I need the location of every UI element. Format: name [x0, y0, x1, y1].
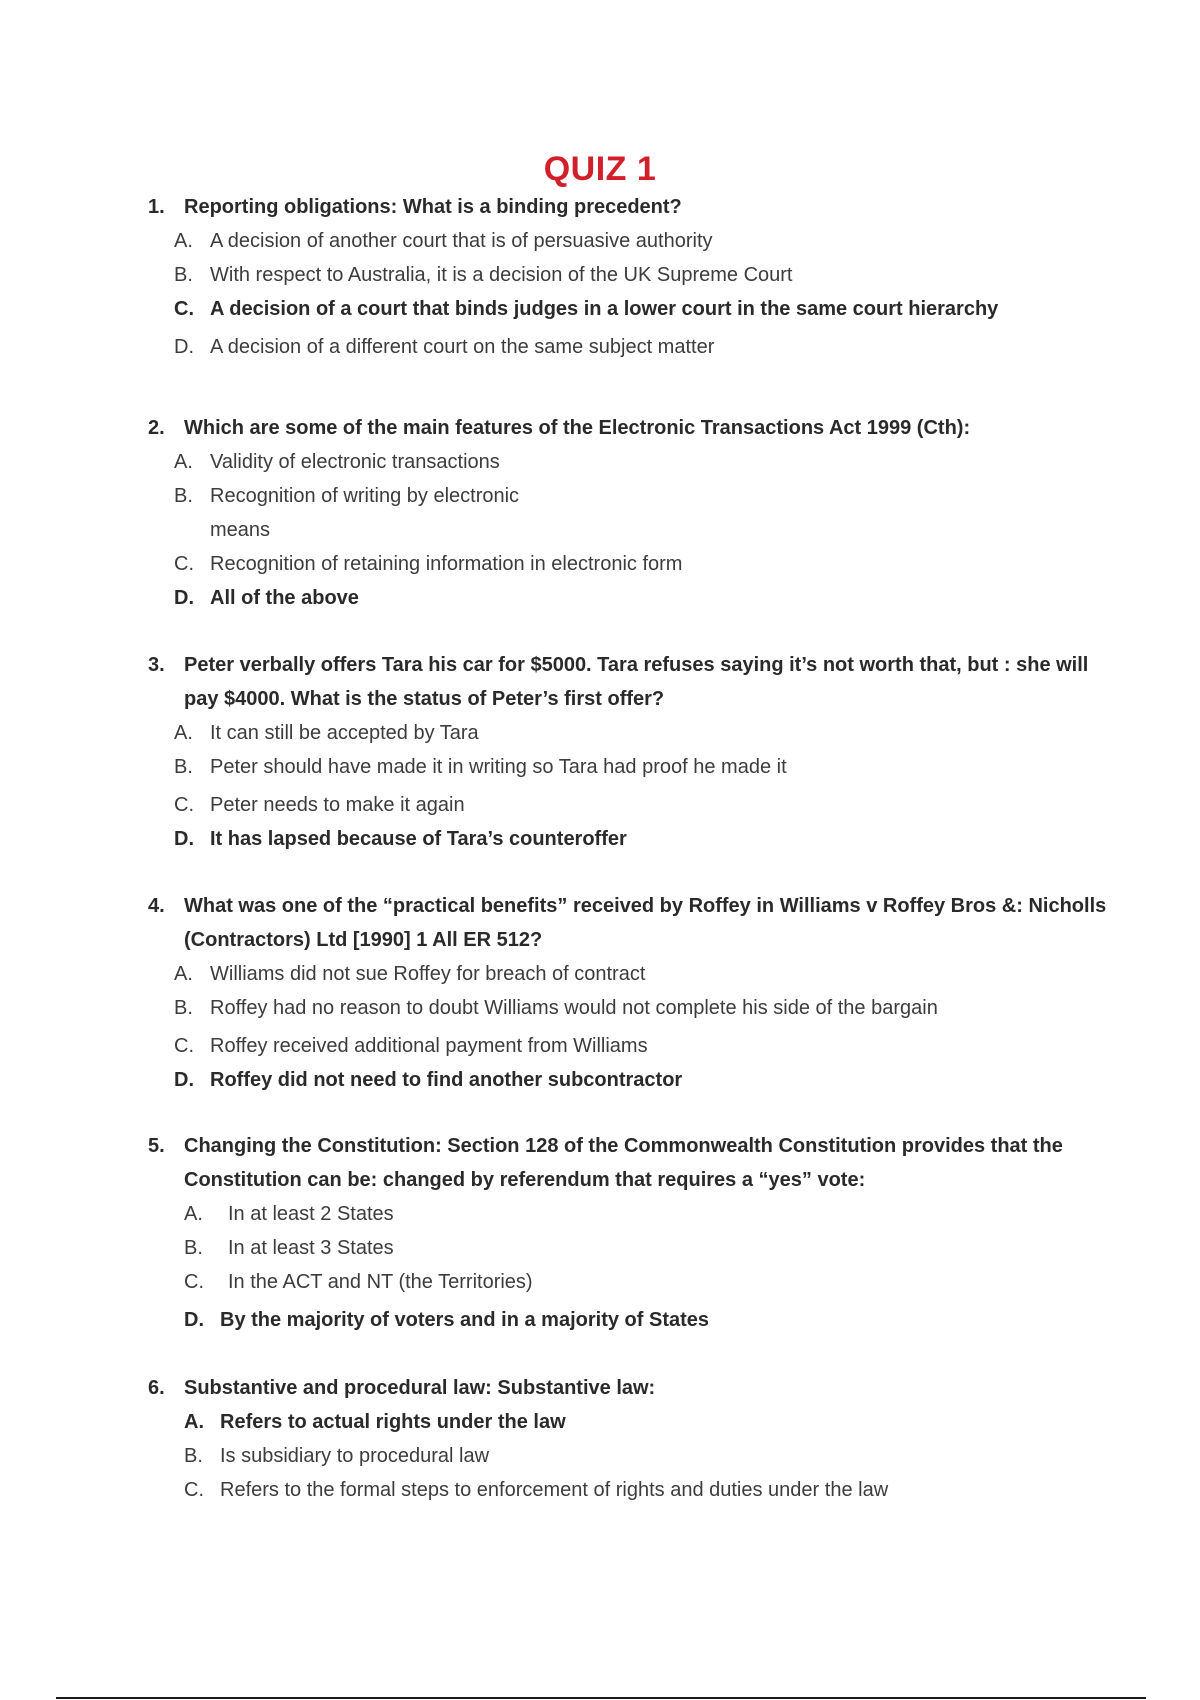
option-letter: C. — [174, 553, 194, 575]
option-letter: B. — [174, 264, 193, 286]
option-text: Is subsidiary to procedural law — [220, 1445, 490, 1467]
option-text: With respect to Australia, it is a decision of the UK Supreme Court — [210, 264, 793, 286]
question-number: 4. — [148, 895, 165, 917]
question-1 — [148, 190, 1108, 364]
option-a — [174, 445, 1108, 479]
option-list — [148, 445, 1108, 615]
option-letter: B. — [174, 485, 193, 507]
option-text: Peter should have made it in writing so Tara had proof he made it — [210, 756, 787, 778]
option-c — [174, 547, 1108, 581]
option-letter: D. — [174, 828, 194, 850]
option-list — [148, 1405, 1108, 1507]
option-list — [148, 716, 1108, 856]
option-letter: A. — [174, 451, 193, 473]
question-number: 1. — [148, 196, 165, 218]
question-number: 2. — [148, 417, 165, 439]
question-4 — [148, 889, 1108, 1097]
option-letter: C. — [174, 1035, 194, 1057]
option-letter: B. — [174, 756, 193, 778]
option-b — [184, 1231, 1108, 1265]
option-text: In the ACT and NT (the Territories) — [228, 1271, 533, 1293]
option-c-correct — [174, 292, 1108, 326]
option-a — [184, 1197, 1108, 1231]
option-d-correct — [174, 1063, 1108, 1097]
question-text: Which are some of the main features of the Electronic Transactions Act 1999 (Cth): — [184, 417, 971, 439]
option-text: Roffey received additional payment from Williams — [210, 1035, 648, 1057]
option-letter: A. — [174, 963, 193, 985]
question-stem — [148, 411, 1108, 445]
option-list — [148, 224, 1108, 364]
option-letter: A. — [184, 1411, 204, 1433]
question-text: Reporting obligations: What is a binding precedent? — [184, 196, 682, 218]
option-c — [184, 1473, 1108, 1507]
page-bottom-rule — [56, 1697, 1146, 1699]
option-letter: D. — [174, 587, 194, 609]
option-letter: A. — [174, 230, 193, 252]
option-letter: C. — [174, 298, 194, 320]
option-letter: C. — [174, 794, 194, 816]
question-stem — [148, 1129, 1108, 1197]
option-letter: B. — [184, 1445, 203, 1467]
option-a-correct — [184, 1405, 1108, 1439]
option-c — [174, 788, 1108, 822]
option-d-correct — [174, 822, 1108, 856]
option-text: Refers to the formal steps to enforcement of rights and duties under the law — [220, 1479, 889, 1501]
option-letter: B. — [174, 997, 193, 1019]
option-text: In at least 3 States — [228, 1237, 394, 1259]
option-letter: D. — [174, 336, 194, 358]
option-b — [184, 1439, 1108, 1473]
option-letter: D. — [174, 1069, 194, 1091]
question-3 — [148, 648, 1108, 856]
option-text: Williams did not sue Roffey for breach of contract — [210, 963, 646, 985]
question-text: Changing the Constitution: Section 128 of the Commonwealth Constitution provides that the Constitution can be: changed by referendum that requires a “yes” vote: — [184, 1135, 1063, 1191]
option-c — [174, 1029, 1108, 1063]
option-text: It can still be accepted by Tara — [210, 722, 479, 744]
option-letter: A. — [174, 722, 193, 744]
option-text: A decision of a different court on the same subject matter — [210, 336, 715, 358]
option-b — [174, 991, 1108, 1025]
option-text: Peter needs to make it again — [210, 794, 465, 816]
question-number: 5. — [148, 1135, 165, 1157]
question-5 — [148, 1129, 1108, 1337]
question-stem — [148, 1371, 1108, 1405]
option-list — [148, 1197, 1108, 1337]
option-text-line-1: Recognition of writing by electronic — [210, 485, 520, 507]
option-letter: B. — [184, 1237, 203, 1259]
option-text-line-2: means — [210, 519, 271, 541]
option-text: A decision of another court that is of persuasive authority — [210, 230, 713, 252]
quiz-title: QUIZ 1 — [543, 150, 657, 188]
option-a — [174, 224, 1108, 258]
option-text: Roffey did not need to find another subcontractor — [210, 1069, 683, 1091]
option-text: A decision of a court that binds judges in a lower court in the same court hierarchy — [210, 298, 999, 320]
option-text — [210, 479, 1108, 547]
question-stem — [148, 190, 1108, 224]
option-letter: C. — [184, 1271, 204, 1293]
option-text: All of the above — [210, 587, 359, 609]
option-b — [174, 750, 1108, 784]
option-d — [174, 330, 1108, 364]
option-text: It has lapsed because of Tara’s counteroffer — [210, 828, 627, 850]
option-text: In at least 2 States — [228, 1203, 394, 1225]
option-letter: A. — [184, 1203, 203, 1225]
option-b — [174, 479, 1108, 547]
option-a — [174, 716, 1108, 750]
option-letter: D. — [184, 1309, 204, 1331]
option-text: Recognition of retaining information in electronic form — [210, 553, 683, 575]
option-text: Validity of electronic transactions — [210, 451, 500, 473]
option-text: By the majority of voters and in a majority of States — [220, 1309, 710, 1331]
question-stem — [148, 889, 1108, 957]
question-2 — [148, 411, 1108, 615]
option-b — [174, 258, 1108, 292]
question-number: 6. — [148, 1377, 165, 1399]
question-6 — [148, 1371, 1108, 1507]
option-a — [174, 957, 1108, 991]
option-c — [184, 1265, 1108, 1299]
question-text: Substantive and procedural law: Substantive law: — [184, 1377, 656, 1399]
option-d-correct — [174, 581, 1108, 615]
question-text: What was one of the “practical benefits” received by Roffey in Williams v Roffey Bros &: Nicholls (Contractors) Ltd [1990] 1 All ER 512? — [184, 895, 1107, 951]
option-text: Roffey had no reason to doubt Williams would not complete his side of the bargain — [210, 997, 938, 1019]
question-text: Peter verbally offers Tara his car for $5000. Tara refuses saying it’s not worth that, but : she will pay $4000. What is the status of Peter’s first offer? — [184, 654, 1089, 710]
question-stem — [148, 648, 1108, 716]
option-d-correct — [184, 1303, 1108, 1337]
option-text: Refers to actual rights under the law — [220, 1411, 566, 1433]
option-letter: C. — [184, 1479, 204, 1501]
option-list — [148, 957, 1108, 1097]
question-number: 3. — [148, 654, 165, 676]
